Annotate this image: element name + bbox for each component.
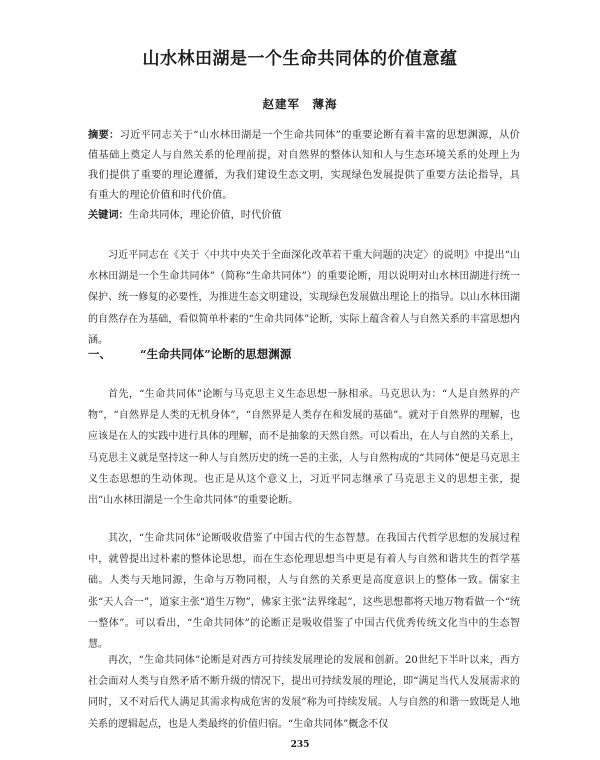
abstract-text: 习近平同志关于“山水林田湖是一个生命共同体”的重要论断有着丰富的思想渊源，从价值基础上奠定人与自然关系的伦理前提，对自然界的整体认知和人与生态环境关系的处理上为我们提供了重要的理论遵循，为我们建设生态文明，实现绿色发展提供了重要方法论指导，具有重大的理论价值和时代价值。 [88,130,521,201]
keywords [88,205,520,226]
paper-title: 山水林田湖是一个生命共同体的价值意蕴 [142,49,458,69]
page-number: 235 [290,740,310,750]
body-paragraph-third: 再次，“生命共同体”论断是对西方可持续发展理论的发展和创新。20世纪下半叶以来，西方社会面对人类与自然矛盾不断升级的情况下，提出可持续发展的理论，即“满足当代人发展需求的同时，又不对后代人满足其需求构成危害的发展”称为可持续发展。人与自然的和谐一致既是人地关系的逻辑起点，也是人类最终的价值归宿。“生命共同体”概念不仅 [88,655,520,730]
abstract [88,125,520,206]
keywords-text: 生命共同体，理论价值，时代价值 [128,210,282,221]
keywords-label: 关键词： [88,209,129,221]
paper-authors: 赵建军 薄海 [262,97,338,111]
section-heading [88,346,520,362]
section-title: “生命共同体”论断的思想渊源 [140,347,292,361]
section-number: 一、 [88,347,111,361]
abstract-label: 摘要： [88,129,120,141]
body-paragraph-second: 其次，“生命共同体”论断吸收借鉴了中国古代的生态智慧。在我国古代哲学思想的发展过程中，就曾提出过朴素的整体论思想，而在生态伦理思想当中更是有着人与自然和谐共生的哲学基础。人类与天地同源，生命与万物同根，人与自然的关系更是高度意识上的整体一致。儒家主张“天人合一”，道家主张“道生万物”，佛家主张“法界缘起”，这些思想都将天地万物看做一个“统一整体”。可以看出，“生命共同体”的论断正是吸收借鉴了中国古代优秀传统文化当中的生态智慧。 [88,533,520,651]
intro-paragraph: 习近平同志在《关于〈中共中央关于全面深化改革若干重大问题的决定〉的说明》中提出“山水林田湖是一个生命共同体”（简称“生命共同体”）的重要论断，用以说明对山水林田湖进行统一保护、统一修复的必要性，为推进生态文明建设，实现绿色发展做出理论上的指导。以山水林田湖的自然存在为基础，看似简单朴素的“生命共同体”论断，实际上蕴含着人与自然关系的丰富思想内涵。 [88,250,520,346]
body-paragraph-first: 首先，“生命共同体”论断与马克思主义生态思想一脉相承。马克思认为：“人是自然界的产物”，“自然界是人类的无机身体”，“自然界是人类存在和发展的基础”。就对于自然界的理解，也应该是在人的实践中进行具体的理解，而不是抽象的天然自然。可以看出，在人与自然的关系上，马克思主义就是坚持这一种人与自然历史的统一론的主张，人与自然构成的“共同体”便是马克思主义生态思想的生动体现。也正是从这个意义上，习近平同志继承了马克思主义的思想主张，提出“山水林田湖是一个生命共同体”的重要论断。 [88,389,520,507]
